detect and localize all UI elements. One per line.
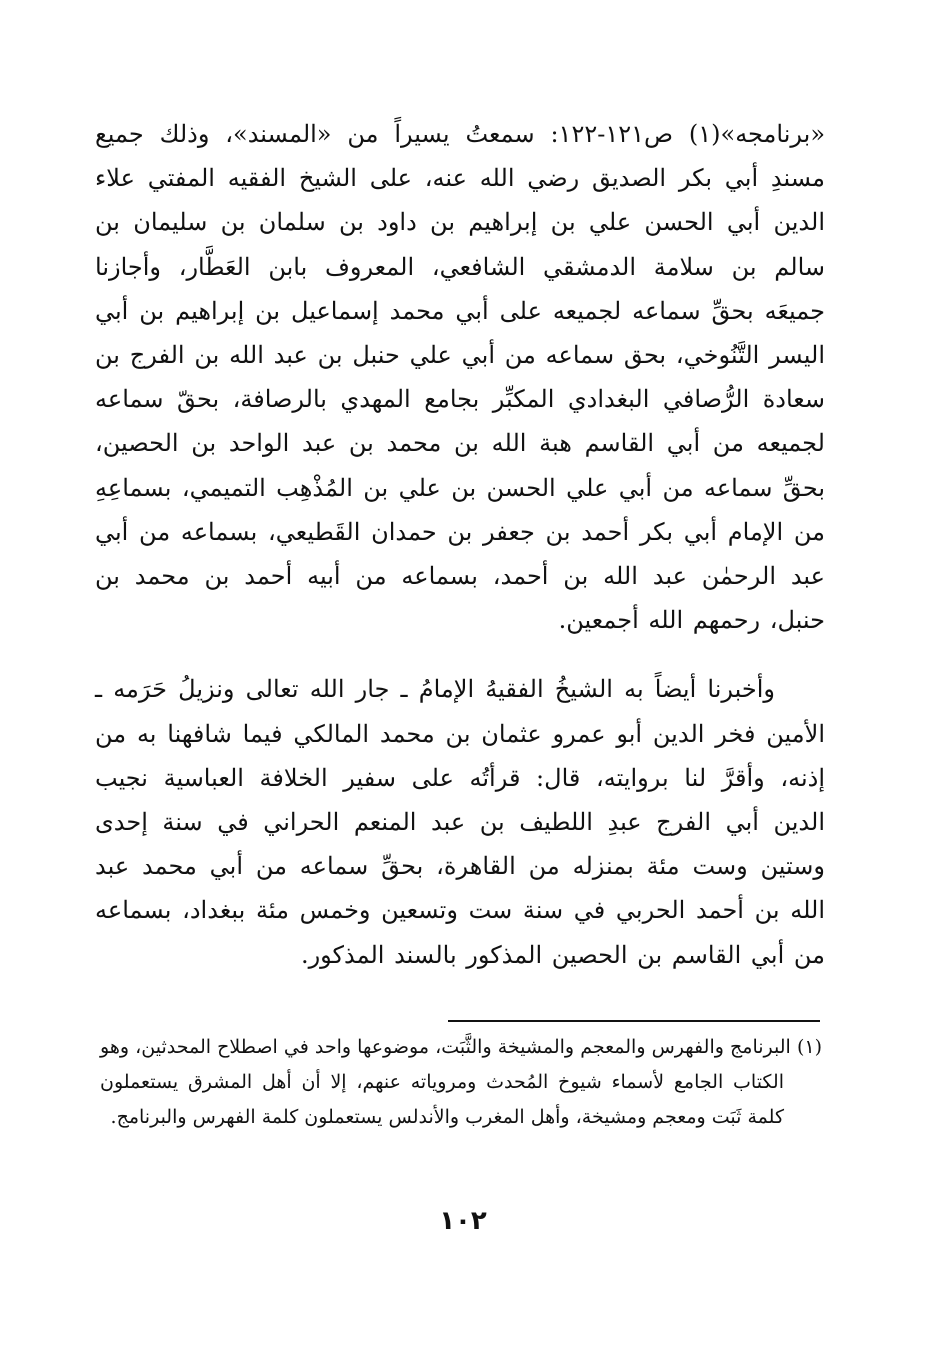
page-number: ١٠٢ (439, 1206, 487, 1236)
footnotes-block (100, 1030, 822, 1135)
body-paragraph-1: «برنامجه»(١) ص١٢١-١٢٢: سمعتُ يسيراً من «المسند»، وذلك جميع مسندِ أبي بكر الصديق رضي الله عنه، على الشيخ الفقيه المفتي علاء الدين أبي الحسن علي بن إبراهيم بن داود بن سلمان بن سليمان بن سالم بن سلامة الدمشقي الشافعي، المعروف بابن العَطَّار، وأجازنا جميعَه بحقِّ سماعه لجميعه على أبي محمد إسماعيل بن إبراهيم بن أبي اليسر التَّنُوخي، بحق سماعه من أبي علي حنبل بن عبد الله بن الفرج بن سعادة الرُّصافي البغدادي المكبِّر بجامع المهدي بالرصافة، بحقّ سماعه لجميعه من أبي القاسم هبة الله بن محمد بن عبد الواحد بن الحصين، بحقِّ سماعه من أبي علي الحسن بن علي بن المُذْهِب التميمي، بسماعِهِ من الإمام أبي بكر أحمد بن جعفر بن حمدان القَطيعي، بسماعه من أبي عبد الرحمٰن عبد الله بن أحمد، بسماعه من أبيه أحمد بن محمد بن حنبل، رحمهم الله أجمعين. (95, 120, 825, 635)
footnote-separator (448, 1020, 820, 1022)
main-text-block (95, 112, 825, 977)
body-paragraph-2: وأخبرنا أيضاً به الشيخُ الفقيهُ الإمامُ ـ جار الله تعالى ونزيلُ حَرَمه ـ الأمين فخر الدين أبو عمرو عثمان بن محمد المالكي فيما شافهنا به من إذنه، وأقرَّ لنا بروايته، قال: قرأتُه على سفير الخلافة العباسية نجيب الدين أبي الفرج عبدِ اللطيف بن عبد المنعم الحراني في سنة إحدى وستين وست مئة بمنزله من القاهرة، بحقِّ سماعه من أبي محمد عبد الله بن أحمد الحربي في سنة ست وتسعين وخمس مئة ببغداد، بسماعه من أبي القاسم بن الحصين المذكور بالسند المذكور. (95, 675, 825, 969)
footnote-1: (١) البرنامج والفهرس والمعجم والمشيخة والثَّبَت، موضوعها واحد في اصطلاح المحدثين، وهو الكتاب الجامع لأسماء شيوخ المُحدث ومروياته عنهم، إلا أن أهل المشرق يستعملون كلمة ثَبَت ومعجم ومشيخة، وأهل المغرب والأندلس يستعملون كلمة الفهرس والبرنامج. (100, 1036, 822, 1128)
